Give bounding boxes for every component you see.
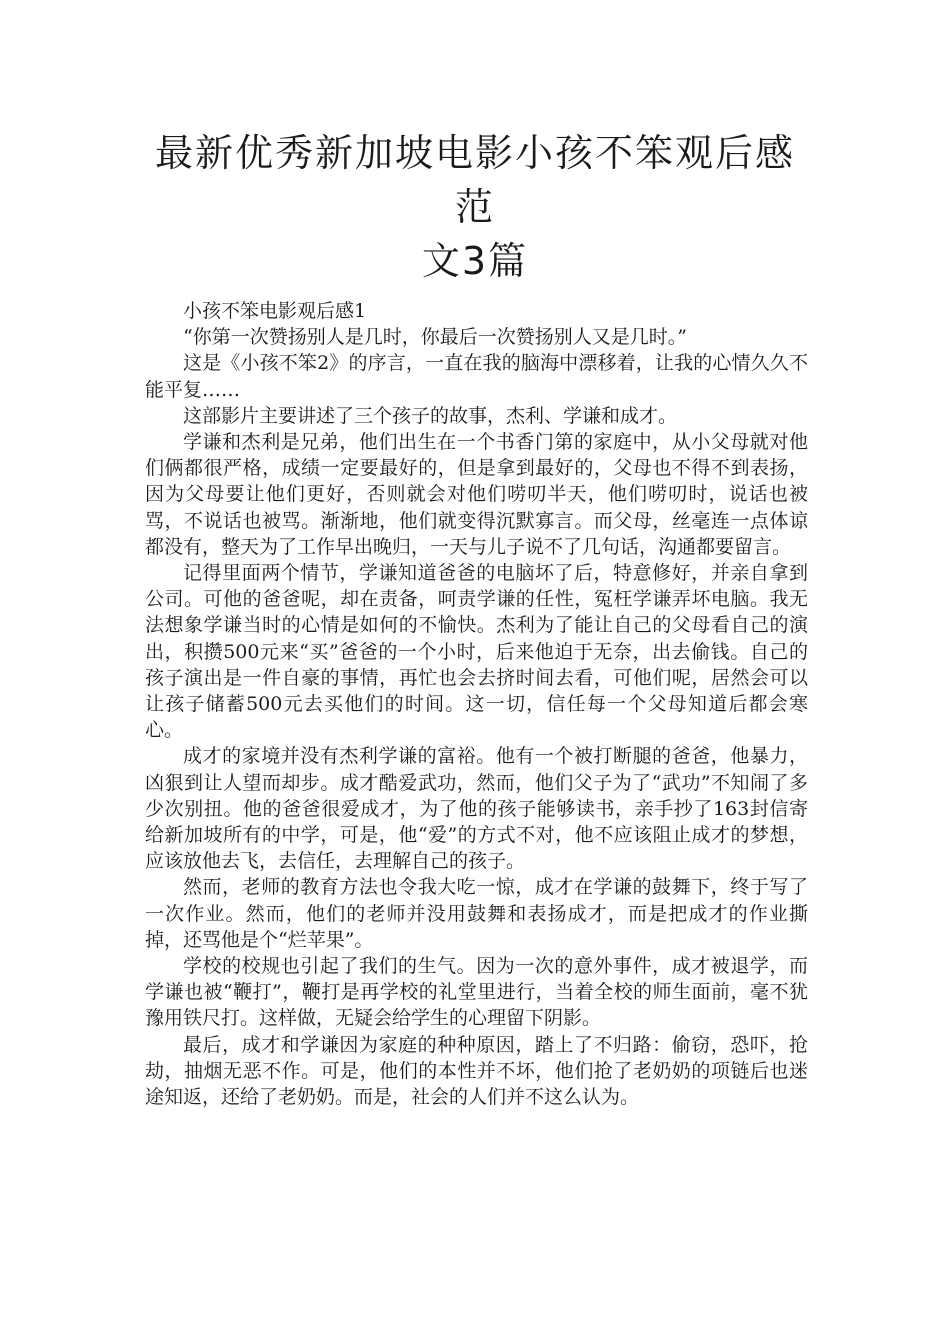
- paragraph: 最后，成才和学谦因为家庭的种种原因，踏上了不归路：偷窃，恐吓，抢劫，抽烟无恶不作。可是，他们的本性并不坏，他们抢了老奶奶的项链后也迷途知返，还给了老奶奶。而是，社会的人们并不这么认为。: [145, 1033, 808, 1109]
- paragraph: 这部影片主要讲述了三个孩子的故事，杰利、学谦和成才。: [183, 404, 678, 427]
- paragraph: 记得里面两个情节，学谦知道爸爸的电脑坏了后，特意修好，并亲自拿到公司。可他的爸爸呢，却在责备，呵责学谦的任性，冤枉学谦弄坏电脑。我无法想象学谦当时的心情是如何的不愉快。杰利为了能让自己的父母看自己的演出，积攒500元来“买”爸爸的一个小时，后来他迫于无奈，出去偷钱。自己的孩子演出是一件自豪的事情，再忙也会去挤时间去看，可他们呢，居然会可以让孩子储蓄500元去买他们的时间。这一切，信任每一个父母知道后都会寒心。: [145, 562, 808, 742]
- title-line-1: 最新优秀新加坡电影小孩不笨观后感范: [154, 131, 795, 229]
- paragraph: 这是《小孩不笨2》的序言，一直在我的脑海中漂移着，让我的心情久久不能平复……: [145, 352, 808, 401]
- title-line-2: 文3篇: [421, 239, 529, 283]
- paragraph: 学校的校规也引起了我们的生气。因为一次的意外事件，成才被退学，而学谦也被“鞭打”，鞭打是再学校的礼堂里进行，当着全校的师生面前，毫不犹豫用铁尺打。这样做，无疑会给学生的心理留下阴影。: [145, 955, 808, 1030]
- paragraph: “你第一次赞扬别人是几时，你最后一次赞扬别人又是几时。”: [183, 326, 687, 349]
- paragraph: 学谦和杰利是兄弟，他们出生在一个书香门第的家庭中，从小父母就对他们俩都很严格，成绩一定要最好的，但是拿到最好的，父母也不得不到表扬，因为父母要让他们更好，否则就会对他们唠叨半天，他们唠叨时，说话也被骂，不说话也被骂。渐渐地，他们就变得沉默寡言。而父母，丝毫连一点体谅都没有，整天为了工作早出晚归，一天与儿子说不了几句话，沟通都要留言。: [145, 431, 808, 558]
- paragraph: 然而，老师的教育方法也令我大吃一惊，成才在学谦的鼓舞下，终于写了一次作业。然而，他们的老师并没用鼓舞和表扬成才，而是把成才的作业撕掉，还骂他是个“烂苹果”。: [145, 876, 808, 951]
- document-title: [140, 126, 810, 288]
- paragraph: 成才的家境并没有杰利学谦的富裕。他有一个被打断腿的爸爸，他暴力，凶狠到让人望而却步。成才酷爱武功，然而，他们父子为了“武功”不知闹了多少次别扭。他的爸爸很爱成才，为了他的孩子能够读书，亲手抄了163封信寄给新加坡所有的中学，可是，他“爱”的方式不对，他不应该阻止成才的梦想，应该放他去飞，去信任，去理解自己的孩子。: [145, 745, 808, 873]
- document-body: [145, 298, 808, 1110]
- section-heading: 小孩不笨电影观后感1: [183, 300, 367, 322]
